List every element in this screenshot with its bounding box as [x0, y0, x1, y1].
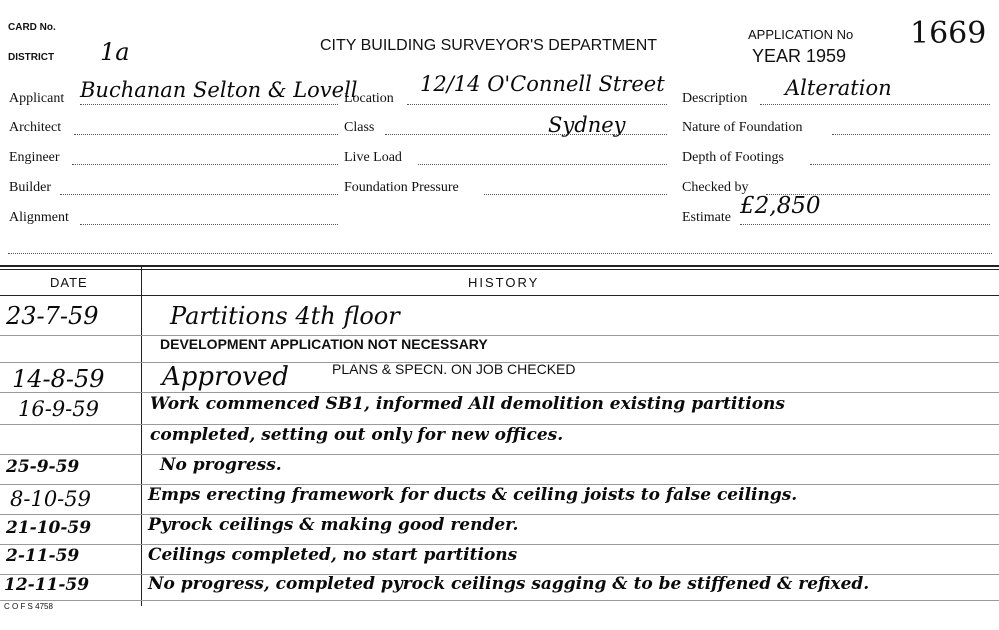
estimate-value: £2,850 [740, 193, 821, 219]
class-line [385, 134, 667, 135]
nature-of-foundation-line [832, 134, 990, 135]
row-text: Partitions 4th floor [170, 302, 400, 330]
foundation-pressure-line [484, 194, 667, 195]
applicant-line [80, 104, 338, 105]
application-label: APPLICATION No [748, 27, 854, 42]
form-code: C O F S 4758 [4, 602, 53, 611]
estimate-label: Estimate [682, 210, 731, 225]
applicant-label: Applicant [9, 91, 65, 106]
foundation-pressure-label: Foundation Pressure [344, 180, 459, 195]
row-text: No progress, completed pyrock ceilings sagging & to be stiffened & refixed. [148, 574, 870, 594]
description-label: Description [682, 91, 748, 106]
row-text: No progress. [160, 455, 282, 475]
row-text-continued: completed, setting out only for new offices. [150, 425, 564, 445]
live-load-label: Live Load [344, 150, 402, 165]
row-date: 8-10-59 [10, 487, 91, 511]
ruled-line [0, 335, 999, 336]
class-label: Class [344, 120, 375, 135]
row-text: Pyrock ceilings & making good render. [148, 515, 519, 535]
row-date: 25-9-59 [6, 457, 80, 477]
card-no-label: CARD No. [8, 22, 56, 33]
description-value: Alteration [785, 76, 892, 100]
department-title: CITY BUILDING SURVEYOR'S DEPARTMENT [320, 37, 658, 54]
ruled-line [0, 392, 999, 393]
location-value-2: Sydney [548, 113, 626, 137]
header-bottom-rule [0, 295, 999, 296]
depth-of-footings-label: Depth of Footings [682, 150, 784, 165]
application-number: 1669 [910, 16, 987, 51]
builder-label: Builder [9, 180, 51, 195]
engineer-label: Engineer [9, 150, 60, 165]
row-date: 21-10-59 [6, 518, 92, 538]
stamp-development: DEVELOPMENT APPLICATION NOT NECESSARY [160, 336, 488, 352]
row-text: Approved [162, 362, 289, 392]
district-value: 1a [100, 38, 130, 66]
year-label: YEAR 1959 [752, 46, 847, 66]
location-label: Location [344, 91, 394, 106]
applicant-value: Buchanan Selton & Lovell [80, 78, 358, 102]
architect-line [74, 134, 338, 135]
row-text: Work commenced SB1, informed All demolition existing partitions [150, 394, 785, 414]
ruled-line [0, 454, 999, 455]
live-load-line [418, 164, 667, 165]
description-line [760, 104, 990, 105]
location-value: 12/14 O'Connell Street [420, 72, 665, 96]
row-date: 16-9-59 [18, 397, 99, 421]
depth-of-footings-line [810, 164, 990, 165]
district-label: DISTRICT [8, 52, 55, 63]
date-column-divider [141, 266, 142, 606]
history-column-header: HISTORY [468, 275, 540, 290]
row-date: 12-11-59 [4, 575, 90, 595]
nature-of-foundation-label: Nature of Foundation [682, 120, 803, 135]
fields-bottom-line [8, 253, 992, 254]
builder-line [60, 194, 338, 195]
location-line [407, 104, 667, 105]
architect-label: Architect [9, 120, 62, 135]
stamp-plans: PLANS & SPECN. ON JOB CHECKED [332, 361, 576, 377]
date-column-header: DATE [50, 275, 88, 290]
checked-by-label: Checked by [682, 180, 749, 195]
row-date: 14-8-59 [12, 365, 105, 393]
table-top-rule-2 [0, 269, 999, 270]
row-date: 2-11-59 [6, 546, 80, 566]
table-top-rule [0, 265, 999, 267]
ruled-line [0, 600, 999, 601]
engineer-line [72, 164, 338, 165]
row-text: Emps erecting framework for ducts & ceiling joists to false ceilings. [148, 485, 798, 505]
row-date: 23-7-59 [6, 302, 99, 330]
row-text: Ceilings completed, no start partitions [148, 545, 518, 565]
estimate-line [740, 224, 990, 225]
alignment-line [80, 224, 338, 225]
alignment-label: Alignment [9, 210, 69, 225]
